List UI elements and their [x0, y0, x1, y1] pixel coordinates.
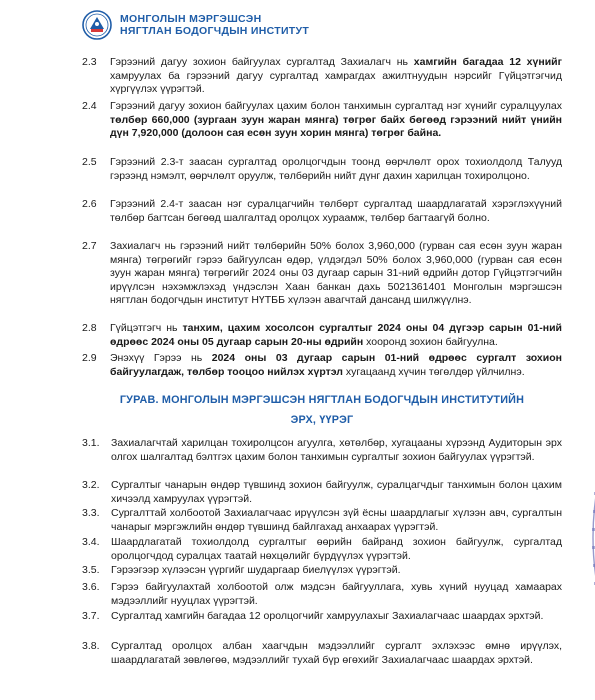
clause-text: Сургалтад хамгийн багадаа 12 оролцогчийг хамруулахыг Захиалагчаас шаардах эрхтэй. — [111, 610, 544, 622]
clause-number: 3.2. — [82, 479, 100, 491]
clause-text-part: Гэрээний дагуу зохион байгуулах сургалтад Захиалагч нь — [110, 56, 414, 68]
clause-text-part: Захиалагч нь гэрээний нийт төлбөрийн 50% болох 3,960,000 (гурван сая есөн зуун жаран мянга) төгрөгийг гэрээ байгуулсан өдөр, үлдэгдэл 50% болох 3,960,000 (гурван сая есөн зуун жаран мянга) төгрөгийг 2024 оны 03 дугаар сарын 31-ний өдрийн дотор Гүйцэтгэгчийн ирүүлсэн нэхэмжлэхэд үндэслэн Хаан банкан дахь 5021361401 Монголын мэргэшсэн нягтлан бодогчдын институт НҮТББ хүлээн авагчтай дансанд шилжүүлнэ. — [110, 240, 562, 307]
clause-number: 2.9 — [82, 352, 97, 364]
clause-number: 3.4. — [82, 536, 100, 548]
clause-number: 3.8. — [82, 640, 100, 652]
clause-text-part: Гэрээний дагуу зохион байгуулах цахим болон танхимын сургалтад нэг хүнийг суралцуулах — [110, 100, 562, 112]
clause-text-bold: хамгийн багадаа 12 хүнийг — [413, 56, 562, 68]
clause-3-8 — [82, 640, 562, 667]
org-name-line1: МОНГОЛЫН МЭРГЭШСЭН — [120, 12, 262, 25]
clause-number: 2.7 — [82, 240, 97, 252]
clause-3-5 — [82, 564, 562, 578]
clause-number: 2.4 — [82, 100, 97, 112]
clause-2-8 — [82, 322, 562, 349]
clause-number: 3.7. — [82, 610, 100, 622]
clause-text-part: Гүйцэтгэгч нь — [110, 322, 183, 334]
clause-text — [110, 322, 562, 349]
clause-text-part: хугацаанд хүчин төгөлдөр үйлчилнэ. — [342, 365, 525, 378]
clause-text-part: Гэрээний 2.3-т заасан сургалтад оролцогчдын тоонд өөрчлөлт орох тохиолдолд Талууд гэрээнд нэмэлт, өөрчлөлт оруулж, төлбөрийн нийт дүнг дахин харилцан тохиролцоно. — [110, 156, 562, 182]
section-3-title — [82, 393, 562, 427]
section-title-line2: ЭРХ, ҮҮРЭГ — [290, 414, 354, 426]
clause-number: 2.8 — [82, 322, 97, 334]
clause-2-5 — [82, 156, 562, 183]
clause-number: 2.3 — [82, 56, 97, 68]
clause-text: Сургалттай холбоотой Захиалагчаас ирүүлсэн зүй ёсны шаардлагыг хүлээн авч, сургалтын чанарыг мэргэжлийн өндөр түвшинд байлгахад анхаарах үүрэгтэй. — [111, 507, 562, 533]
clause-text: Гэрээгээр хүлээсэн үүргийг шударгаар биелүүлэх үүрэгтэй. — [111, 564, 401, 576]
clause-number: 2.6 — [82, 198, 97, 210]
clause-2-4 — [82, 100, 562, 141]
clause-3-6 — [82, 581, 562, 608]
clause-number: 3.6. — [82, 581, 100, 593]
clause-text-bold: танхим, цахим хосолсон сургалтыг 2024 оны 04 дүгээр сарын 01-ний өдрөөс 2024 оны 05 дугаар сарын 20-ны өдрийн — [110, 322, 563, 348]
clause-3-4 — [82, 536, 562, 563]
clause-3-2 — [82, 479, 562, 506]
clause-text — [110, 240, 562, 308]
clause-2-6 — [82, 198, 562, 225]
clause-text — [110, 352, 562, 379]
clause-text — [110, 100, 562, 141]
clause-text-part: Гэрээний 2.4-т заасан нэг суралцагчийн төлбөрт сургалтад шаардлагатай хэрэглэхүүний төлбөр багтсан бөгөөд шалгалтад оролцох хураамж, төлбөр багтаагүй болно. — [110, 198, 562, 224]
clause-number: 2.5 — [82, 156, 97, 168]
clause-3-3 — [82, 507, 562, 534]
clause-2-9 — [82, 352, 562, 379]
clause-3-1 — [82, 437, 562, 464]
clause-3-7 — [82, 610, 562, 624]
clause-text-part: хооронд зохион байгуулна. — [363, 335, 498, 348]
clause-2-3 — [82, 56, 562, 97]
clause-text-part: Энэхүү Гэрээ нь — [110, 352, 212, 364]
section-title-line1: ГУРАВ. МОНГОЛЫН МЭРГЭШСЭН НЯГТЛАН БОДОГЧДЫН ИНСТИТУТИЙН — [119, 394, 525, 406]
clause-text — [110, 156, 562, 183]
clause-text — [110, 198, 562, 225]
clause-2-7 — [82, 240, 562, 308]
clause-number: 3.1. — [82, 437, 100, 449]
clause-text-part: хамруулах ба гэрээний дагуу сургалтад хамрагдах ажилтнуудын нэрсийг Гүйцэтгэгчид хүргүүлэх үүрэгтэй. — [110, 69, 562, 96]
clause-text-bold: 2024 оны 03 дугаар сарын 01-ний өдрөөс сургалт зохион байгуулагдаж, төлбөр тооцоо нийлэх хүртэл — [110, 352, 562, 378]
clause-text-bold: төлбөр 660,000 (зургаан зуун жаран мянга) төгрөг байх бөгөөд гэрээний нийт үнийн дүн 7,920,000 (долоон сая есөн зуун хорин мянга) төгрөг байна. — [110, 113, 562, 140]
clause-number: 3.5. — [82, 564, 100, 576]
stamp-fragment-icon — [581, 462, 595, 612]
clause-text — [110, 56, 562, 97]
clause-text: Шаардлагатай тохиолдолд сургалтыг өөрийн байранд зохион байгуулж, сургалтад оролцогчдод суралцах таатай нөхцөлийг бүрдүүлэх үүрэгтэй. — [111, 536, 562, 562]
org-name-line2: НЯГТЛАН БОДОГЧДЫН ИНСТИТУТ — [120, 25, 310, 37]
clause-text: Гэрээ байгуулахтай холбоотой олж мэдсэн байгууллага, хувь хүний нууцад хамаарах мэдээллийг нууцлах үүрэгтэй. — [111, 581, 562, 607]
clause-text: Сургалтад оролцох албан хаагчдын мэдээллийг сургалт эхлэхээс өмнө ирүүлэх, шаардлагатай зөвлөгөө, мэдээллийг тухай бүр өгөхийг Захиалагчаас шаардах эрхтэй. — [111, 640, 562, 666]
clause-number: 3.3. — [82, 507, 100, 519]
clause-text: Сургалтыг чанарын өндөр түвшинд зохион байгуулж, суралцагчдыг танхимын болон цахим хичээлд хамруулах үүрэгтэй. — [111, 479, 562, 505]
clause-text: Захиалагчтай харилцан тохиролцсон агуулга, хөтөлбөр, хугацааны хүрээнд Аудиторын эрх олгох шалгалтад бэлтгэх цахим болон танхимын сургалтыг зохион байгуулах үүрэгтэй. — [111, 437, 562, 463]
